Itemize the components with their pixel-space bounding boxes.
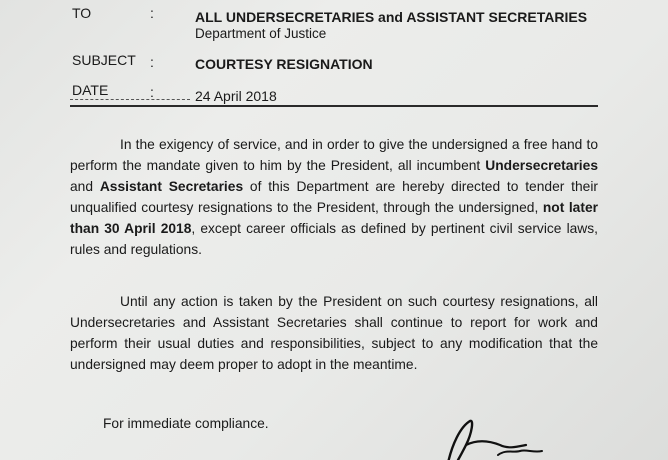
date-colon: :	[150, 84, 154, 100]
date-underline	[70, 99, 190, 101]
to-department: Department of Justice	[195, 26, 327, 41]
p1-text-a: In the exigency of service, and in order to give the undersigned a free hand to perform the mandate given to him by the President, all incumbent	[70, 137, 598, 173]
subject-value: COURTESY RESIGNATION	[195, 56, 373, 72]
p1-bold-deadline: not later than 30 April 2018	[70, 200, 598, 236]
p1-text-c: and	[70, 179, 100, 194]
date-value: 24 April 2018	[195, 88, 277, 104]
paragraph-directive	[70, 134, 598, 260]
subject-label: SUBJECT	[72, 52, 136, 68]
date-label: DATE	[72, 82, 109, 98]
closing-line: For immediate compliance.	[103, 416, 269, 431]
header-rule	[70, 105, 598, 107]
to-label: TO	[72, 5, 92, 21]
p1-bold-assistant-secretaries: Assistant Secretaries	[99, 179, 244, 194]
paragraph-continuation	[70, 291, 598, 375]
to-value: ALL UNDERSECRETARIES and ASSISTANT SECRETARIES	[195, 9, 588, 25]
p1-text-e: , except career officials as defined by pertinent civil service laws, rules and regulations.	[70, 221, 599, 257]
p1-text-d: of this Department are hereby directed to tender their unqualified courtesy resignations to the President, through the undersigned,	[70, 179, 598, 215]
subject-colon: :	[150, 54, 154, 70]
signature-mark	[430, 415, 560, 460]
p1-bold-undersecretaries: Undersecretaries	[485, 158, 598, 173]
to-colon: :	[150, 5, 154, 21]
p2-text: Until any action is taken by the President on such courtesy resignations, all Undersecretaries and Assistant Secretaries shall continue to report for work and perform their usual duties and responsibilities, subject to any modification that the undersigned may deem proper to adopt in the meantime.	[70, 294, 598, 372]
